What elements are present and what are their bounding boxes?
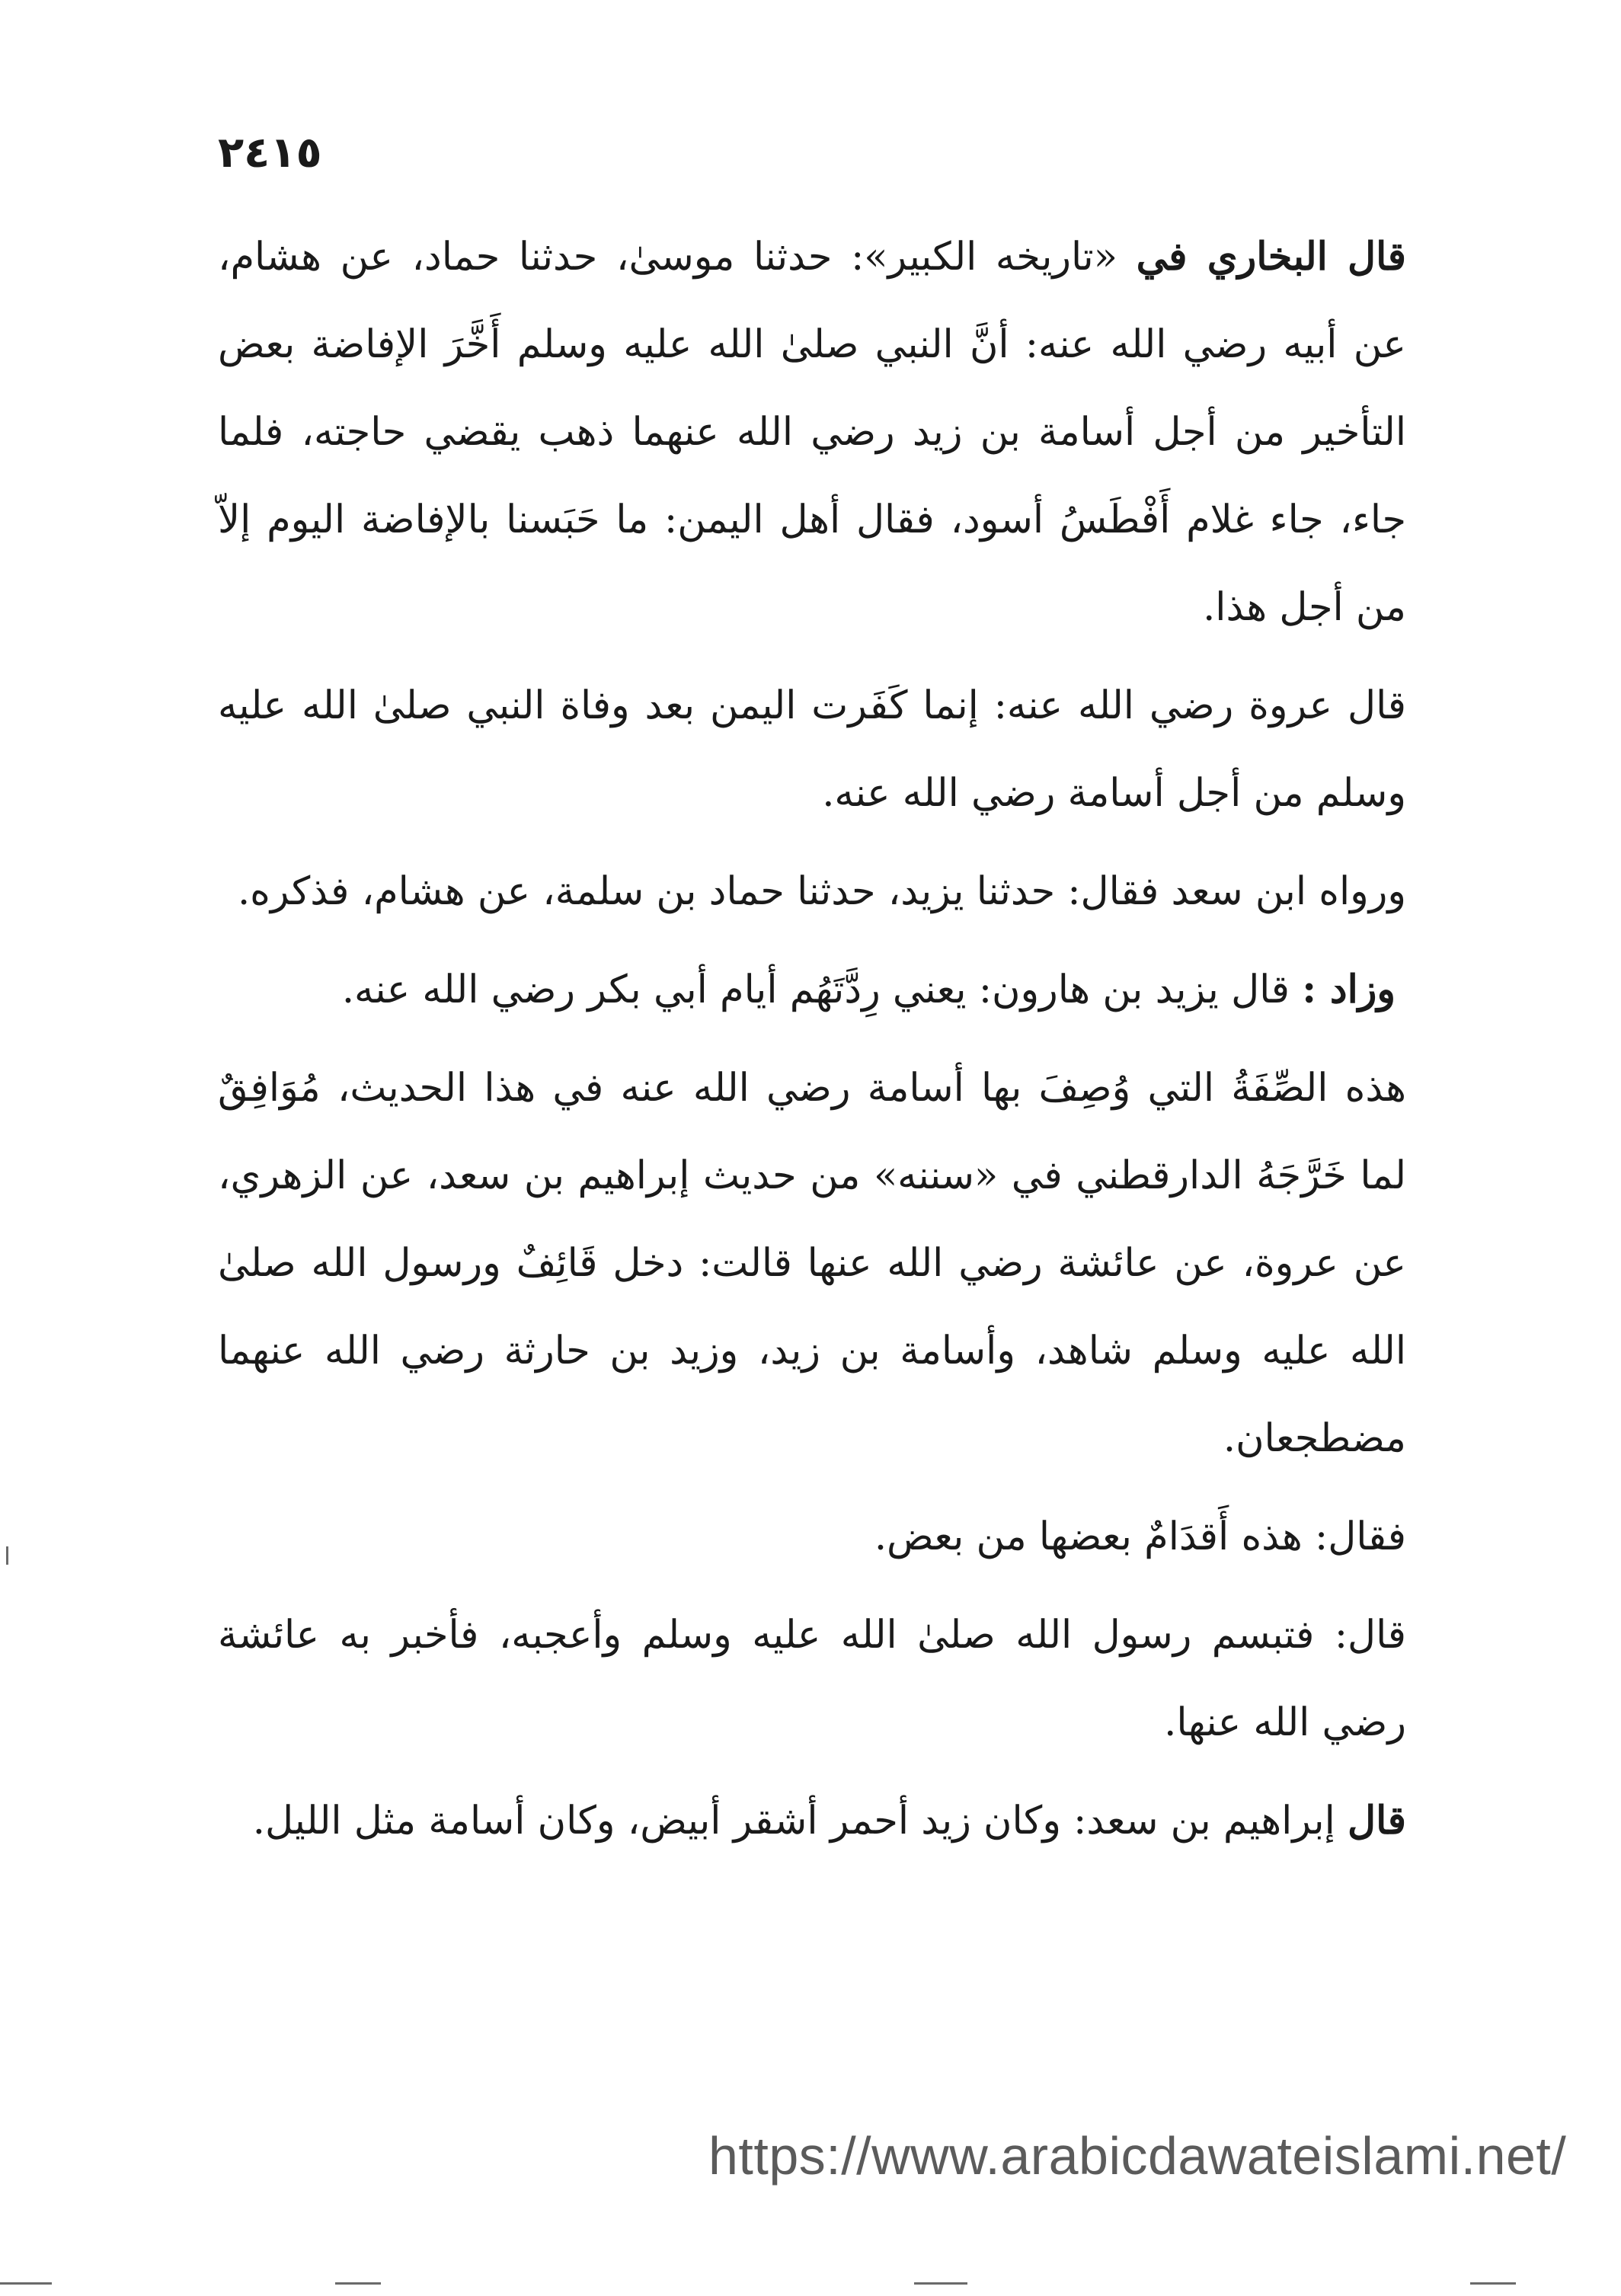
paragraph-ibrahim-description — [218, 1777, 1406, 1865]
paragraph-qaif-statement — [218, 1493, 1406, 1581]
paragraph-text: ورواه ابن سعد فقال: حدثنا يزيد، حدثنا حماد بن سلمة، عن هشام، فذكره. — [237, 869, 1406, 914]
scan-edge-mark — [1470, 2282, 1516, 2285]
paragraph-yazid-addition — [218, 946, 1406, 1034]
paragraph-text: هذه الصِّفَةُ التي وُصِفَ بها أسامة رضي الله عنه في هذا الحديث، مُوَافِقٌ لما خَرَّجَهُ الدارقطني في «سننه» من حديث إبراهيم بن سعد، عن الزهري، عن عروة، عن عائشة رضي الله عنها قالت: دخل قَائِفٌ ورسول الله صلىٰ الله عليه وسلم شاهد، وأسامة بن زيد، وزيد بن حارثة رضي الله عنهما مضطجعان. — [218, 1066, 1406, 1461]
paragraph-text: قال يزيد بن هارون: يعني رِدَّتَهُم أيام أبي بكر رضي الله عنه. — [341, 967, 1303, 1012]
page-number: ٢٤١٥ — [218, 128, 322, 177]
paragraph-daraqutni-hadith — [218, 1044, 1406, 1482]
paragraph-text: إبراهيم بن سعد: وكان زيد أحمر أشقر أبيض، وكان أسامة مثل الليل. — [252, 1799, 1348, 1844]
paragraph-lead: قال — [1348, 1798, 1406, 1844]
paragraph-prophet-smiled — [218, 1591, 1406, 1767]
paragraph-text: قال: فتبسم رسول الله صلىٰ الله عليه وسلم وأعجبه، فأخبر به عائشة رضي الله عنها. — [218, 1613, 1406, 1745]
scan-edge-mark — [0, 2282, 52, 2285]
paragraph-ibn-saad-narration — [218, 848, 1406, 935]
scan-edge-mark — [914, 2282, 967, 2285]
website-watermark: https://www.arabicdawateislami.net/ — [708, 2126, 1567, 2186]
paragraph-text: «تاريخه الكبير»: حدثنا موسىٰ، حدثنا حماد، عن هشام، عن أبيه رضي الله عنه: أنَّ النبي صلىٰ الله عليه وسلم أَخَّرَ الإفاضة بعض التأخير من أجل أسامة بن زيد رضي الله عنهما ذهب يقضي حاجته، فلما جاء، جاء غلام أَفْطَسُ أسود، فقال أهل اليمن: ما حَبَسنا بالإفاضة اليوم إلاّ من أجل هذا. — [218, 235, 1406, 630]
paragraph-lead: وزاد : — [1302, 967, 1396, 1012]
text-body — [218, 213, 1406, 1875]
paragraph-text: فقال: هذه أَقدَامٌ بعضها من بعض. — [874, 1514, 1406, 1559]
scan-margin-mark — [6, 1546, 8, 1565]
paragraph-text: قال عروة رضي الله عنه: إنما كَفَرت اليمن بعد وفاة النبي صلىٰ الله عليه وسلم من أجل أسامة رضي الله عنه. — [218, 683, 1406, 816]
paragraph-lead: قال البخاري في — [1136, 234, 1406, 280]
scan-edge-mark — [335, 2282, 381, 2285]
paragraph-urwa-statement — [218, 662, 1406, 837]
paragraph-bukhari-narration — [218, 213, 1406, 651]
